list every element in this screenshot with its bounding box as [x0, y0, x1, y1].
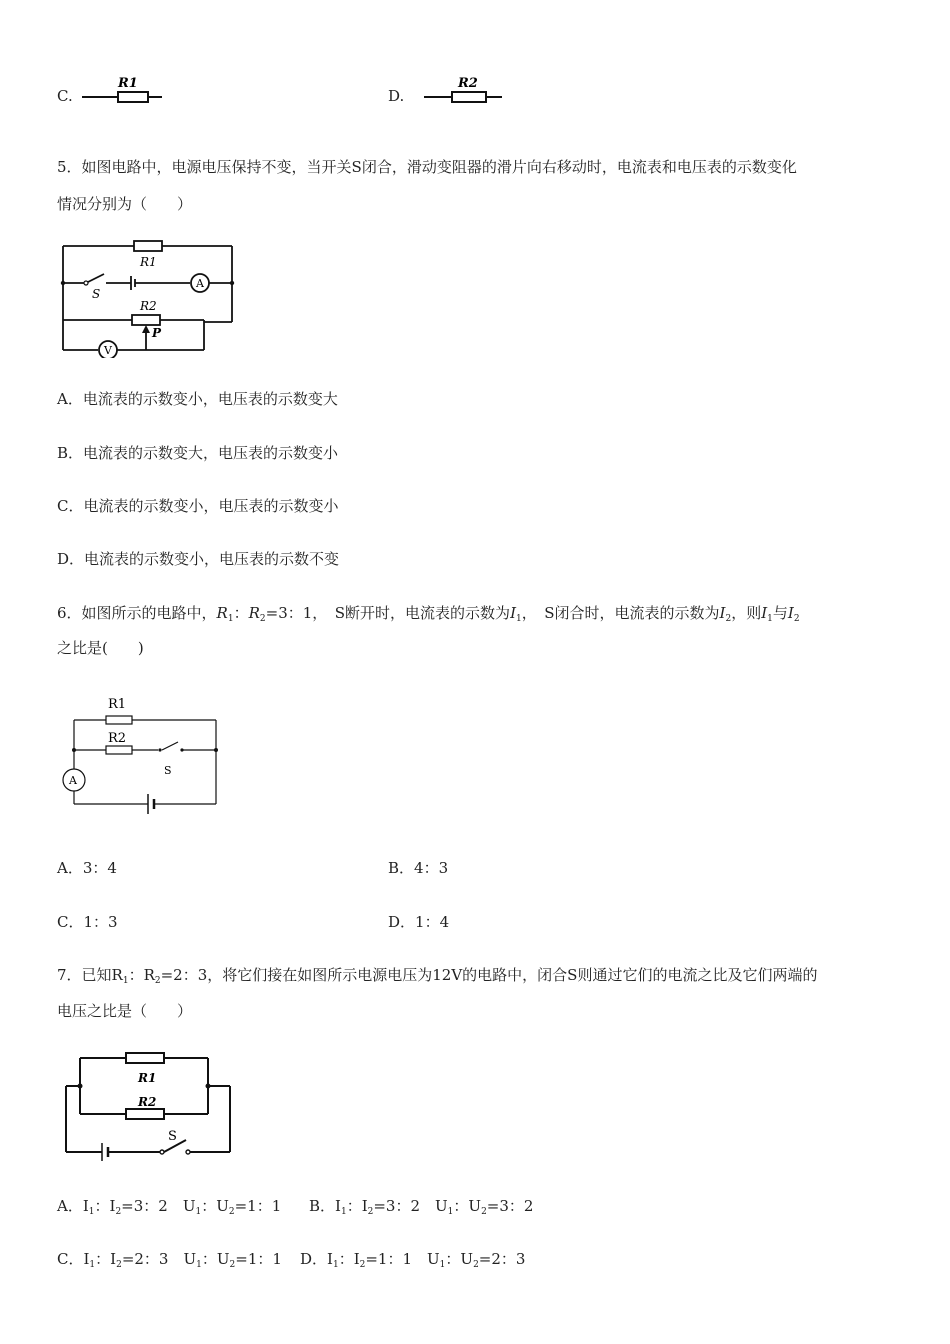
q7-stem-line1: 7．已知$R_1$：$R_2=2$：3，将它们接在如图所示电源电压为12V的电路中，闭合S则通过它们的电流之比及它们两端的 [57, 966, 818, 986]
q6-ammeter-label: A [69, 774, 77, 787]
q6-option-a: A．3：4 [57, 859, 117, 877]
q5-slider-label: P [152, 326, 162, 340]
q5-voltmeter-label: V [104, 344, 112, 357]
q5-circuit-diagram [56, 236, 240, 358]
q4-option-c-resistor-figure [80, 72, 164, 106]
q7-r2-label: R2 [138, 1095, 157, 1109]
q6-option-c: C．1：3 [57, 913, 118, 931]
q7-circuit-diagram [60, 1046, 236, 1166]
q4-option-d-resistor-label: R2 [458, 76, 478, 91]
q7-option-a: A．$I_1$：$I_2=3$：2 $U_1$：$U_2=1$：1 [57, 1197, 282, 1217]
q6-stem-line2: 之比是( ) [57, 639, 144, 657]
q7-option-c: C．$I_1$：$I_2=2$：3 $U_1$：$U_2=1$：1 [57, 1250, 282, 1270]
q7-option-d: D．$I_1$：$I_2=1$：1 $U_1$：$U_2=2$：3 [300, 1250, 526, 1270]
q5-r1-label: R1 [140, 255, 157, 269]
q4-option-d-label: D. [388, 87, 405, 105]
q7-r1-label: R1 [138, 1071, 157, 1085]
q5-stem-line1: 5．如图电路中，电源电压保持不变，当开关S闭合，滑动变阻器的滑片向右移动时，电流表和电压表的示数变化 [57, 158, 797, 176]
q4-option-c-label: C. [57, 87, 73, 105]
q5-option-d: D．电流表的示数变小，电压表的示数不变 [57, 550, 340, 568]
q5-ammeter-label: A [196, 277, 204, 290]
q6-r2-label: R2 [108, 731, 127, 746]
q7-stem-line2: 电压之比是（ ） [57, 1002, 193, 1020]
q5-option-b: B．电流表的示数变大，电压表的示数变小 [57, 444, 339, 462]
q6-stem-line1: 6．如图所示的电路中，$R_1$：$R_2=3$：1， S断开时，电流表的示数为$I_1$， S闭合时，电流表的示数为$I_2$，则$I_1$与$I_2$ [57, 604, 800, 624]
q6-circuit-diagram [58, 690, 224, 818]
q5-switch-label: S [92, 287, 101, 301]
q4-option-c-resistor-label: R1 [118, 76, 138, 91]
q6-option-b: B．4：3 [388, 859, 449, 877]
q6-switch-label: S [164, 764, 172, 777]
q5-option-c: C．电流表的示数变小，电压表的示数变小 [57, 497, 339, 515]
q6-r1-label: R1 [108, 697, 127, 712]
q6-option-d: D．1：4 [388, 913, 450, 931]
q7-switch-label: S [168, 1129, 177, 1144]
q5-r2-label: R2 [140, 299, 157, 313]
q4-option-d-resistor-figure [422, 72, 506, 106]
q5-stem-line2: 情况分别为（ ） [57, 195, 193, 213]
q7-option-b: B．$I_1$：$I_2=3$：2 $U_1$：$U_2=3$：2 [309, 1197, 534, 1217]
q5-option-a: A．电流表的示数变小，电压表的示数变大 [57, 390, 338, 408]
